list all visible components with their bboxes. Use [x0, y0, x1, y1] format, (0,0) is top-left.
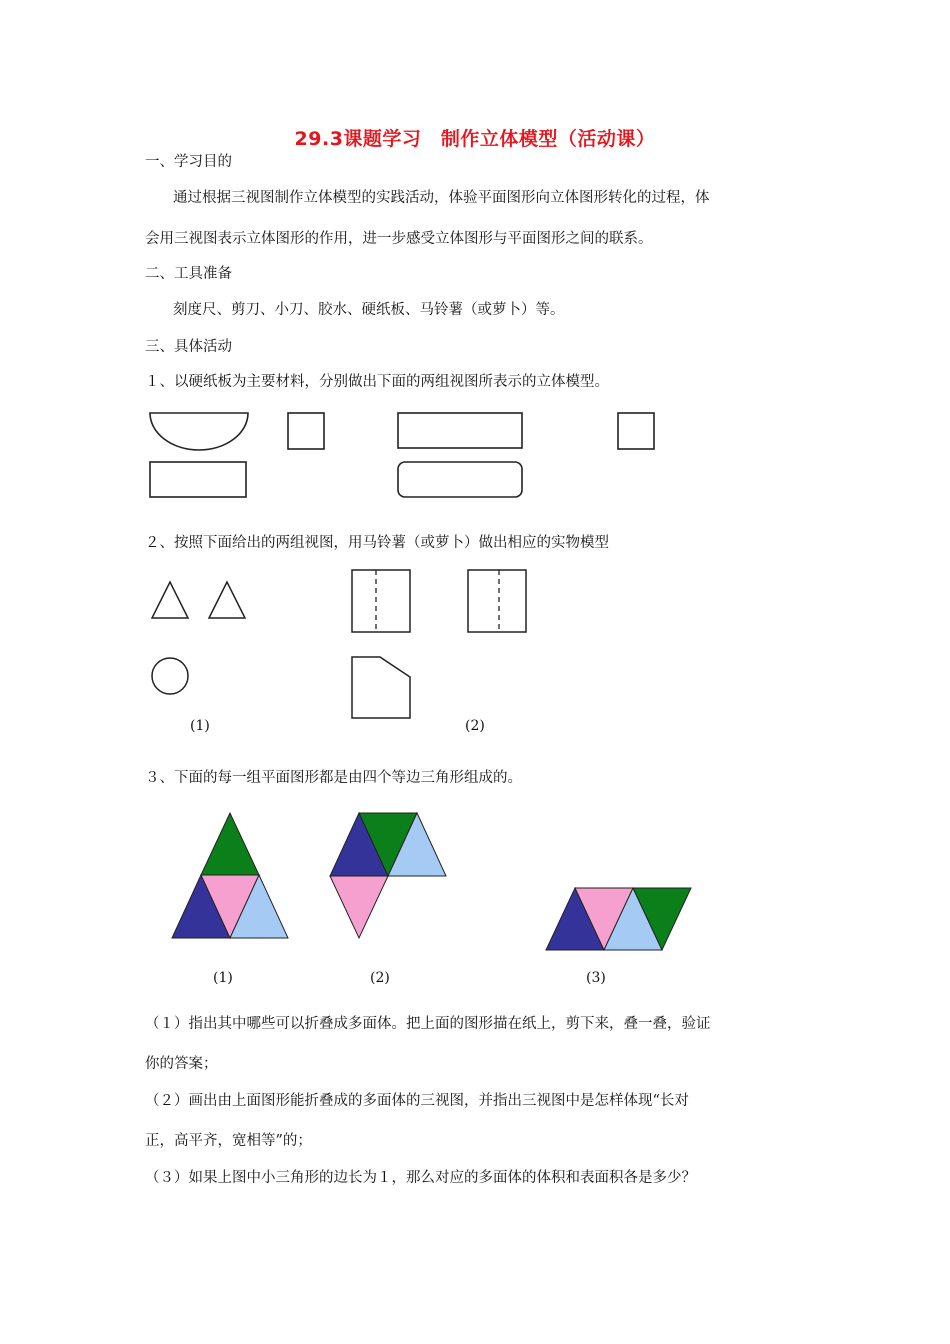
section-1-paragraph-line-2: 会用三视图表示立体图形的作用，进一步感受立体图形与平面图形之间的联系。: [145, 231, 653, 247]
net1-green-triangle: [201, 813, 259, 875]
question-2-line-1: （２）画出由上面图形能折叠成的多面体的三视图，并指出三视图中是怎样体现“长对: [145, 1093, 689, 1109]
section-heading-3: 三、具体活动: [145, 339, 232, 355]
net-label-2: (2): [370, 970, 390, 986]
figure-2-label-1: (1): [190, 718, 210, 734]
question-1-line-1: （１）指出其中哪些可以折叠成多面体。把上面的图形描在纸上，剪下来，叠一叠，验证: [145, 1016, 711, 1032]
net-label-3: (3): [586, 970, 606, 986]
page-title: 29.3课题学习 制作立体模型（活动课）: [294, 128, 656, 150]
section-1-paragraph-line-1: 通过根据三视图制作立体模型的实践活动，体验平面图形向立体图形转化的过程，体: [173, 190, 710, 206]
figure-2-label-2: (2): [465, 718, 485, 734]
activity-item-2: ２、按照下面给出的两组视图，用马铃薯（或萝卜）做出相应的实物模型: [145, 535, 609, 551]
tools-list: 刻度尺、剪刀、小刀、胶水、硬纸板、马铃薯（或萝卜）等。: [173, 302, 565, 318]
section-heading-1: 一、学习目的: [145, 154, 232, 170]
question-3: （３）如果上图中小三角形的边长为１，那么对应的多面体的体积和表面积各是多少？: [145, 1170, 696, 1186]
question-1-line-2: 你的答案；: [145, 1056, 218, 1072]
section-heading-2: 二、工具准备: [145, 266, 232, 282]
activity-item-3: ３、下面的每一组平面图形都是由四个等边三角形组成的。: [145, 770, 522, 786]
question-2-line-2: 正，高平齐，宽相等”的；: [145, 1133, 312, 1149]
net-label-1: (1): [213, 970, 233, 986]
net2-pink-triangle: [330, 876, 388, 938]
activity-item-1: １、以硬纸板为主要材料，分别做出下面的两组视图所表示的立体模型。: [145, 374, 609, 390]
